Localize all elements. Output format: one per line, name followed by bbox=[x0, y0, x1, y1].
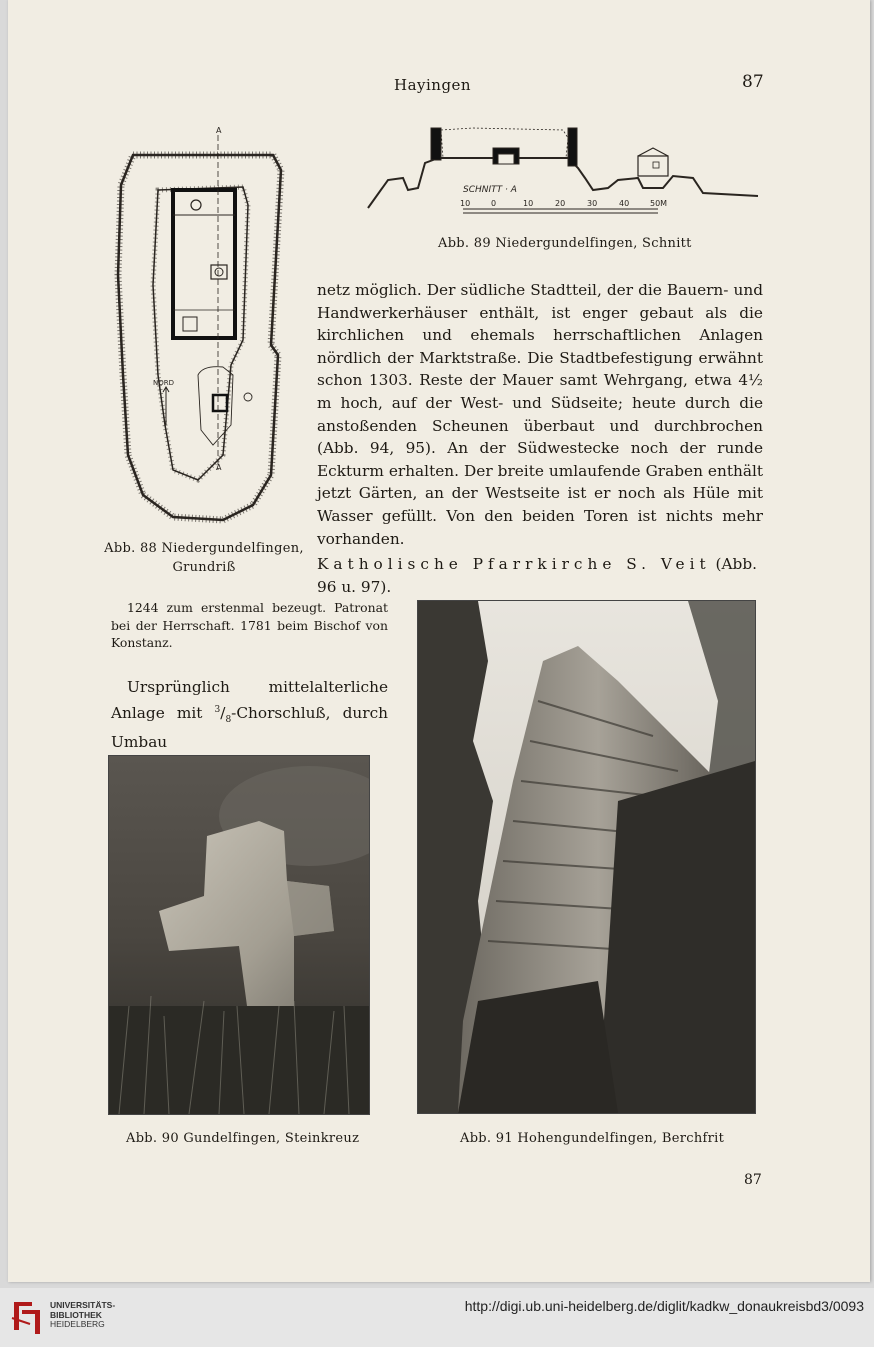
library-name bbox=[50, 1301, 115, 1330]
ground-plan-drawing bbox=[103, 125, 303, 525]
scale-label: 10 bbox=[523, 199, 534, 208]
tower-ruin-photo bbox=[417, 600, 756, 1114]
scale-label: 50M bbox=[650, 199, 668, 208]
fraction-numerator: 3 bbox=[214, 704, 221, 715]
section-mark-a: A bbox=[216, 126, 222, 135]
fraction-denominator: 8 bbox=[225, 714, 232, 725]
section-mark-a-lower: A bbox=[216, 463, 222, 472]
church-heading-ref: (Abb. 96 u. 97). bbox=[317, 555, 757, 596]
section-drawing bbox=[363, 118, 768, 230]
running-head: Hayingen bbox=[394, 76, 472, 94]
logo-line3: HEIDELBERG bbox=[50, 1319, 105, 1329]
north-label: NORD bbox=[153, 379, 174, 387]
scale-label: 30 bbox=[587, 199, 598, 208]
fig90-caption: Abb. 90 Gundelfingen, Steinkreuz bbox=[126, 1131, 360, 1146]
fig89-caption: Abb. 89 Niedergundelfingen, Schnitt bbox=[438, 236, 692, 251]
fig91-caption: Abb. 91 Hohengundelfingen, Berchfrit bbox=[460, 1131, 725, 1146]
fig88-caption-line1: Abb. 88 Niedergundelfingen, bbox=[104, 541, 304, 556]
section-label: SCHNITT · A bbox=[463, 185, 517, 195]
small-print-note bbox=[111, 599, 388, 652]
page-number-bottom: 87 bbox=[744, 1172, 762, 1188]
fig88-caption bbox=[104, 539, 304, 577]
scanned-page bbox=[8, 0, 870, 1282]
source-url-link[interactable]: http://digi.ub.uni-heidelberg.de/diglit/kadkw_donaukreisbd3/0093 bbox=[464, 1298, 864, 1314]
left-text-post: -Chorschluß, durch Umbau bbox=[111, 703, 389, 752]
scale-label: 0 bbox=[491, 199, 497, 208]
left-paragraph: Ursprünglich mittelalterliche Anlage mit $^3/_8$-Chorschluß, durch Umbau bbox=[111, 678, 389, 752]
logo-line1: UNIVERSITÄTS- bbox=[50, 1300, 116, 1310]
scale-label: 40 bbox=[619, 199, 630, 208]
page-number-top: 87 bbox=[742, 72, 764, 92]
library-footer bbox=[0, 1288, 874, 1347]
left-text-pre: Ursprünglich mittelalterliche Anlage mit bbox=[111, 678, 388, 722]
church-heading-title: Katholische Pfarrkirche S. Veit bbox=[317, 555, 711, 573]
church-heading bbox=[317, 553, 763, 598]
main-paragraph bbox=[317, 279, 763, 550]
scale-label: 10 bbox=[460, 199, 471, 208]
stone-cross-photo bbox=[108, 755, 370, 1115]
fig88-caption-line2: Grundriß bbox=[172, 560, 236, 575]
scale-label: 20 bbox=[555, 199, 566, 208]
small-print-text: 1244 zum erstenmal bezeugt. Patronat bei der Herrschaft. 1781 beim Bischof von Konstanz. bbox=[111, 600, 388, 650]
main-paragraph-text: netz möglich. Der südliche Stadtteil, der die Bauern- und Handwerkerhäuser enthält, ist enger gebaut als die kirchlichen und ehemals herrschaftlichen Anlagen nördlich der Marktstraße. Die Stadtbefestigung erwähnt schon 1303. Reste der Mauer samt Wehrgang, etwa 4½ m hoch, auf der West- und Südseite; heute durch die anstoßenden Scheunen überbaut und durchbrochen (Abb. 94, 95). An der Südwestecke noch der runde Eckturm erhalten. Der breite umlaufende Graben enthält jetzt Gärten, an der Westseite ist er noch als Hüle mit Wasser gefüllt. Von den beiden Toren ist nichts mehr vorhanden. bbox=[317, 281, 763, 548]
logo-line2: BIBLIOTHEK bbox=[50, 1309, 102, 1320]
ub-heidelberg-logo-icon[interactable] bbox=[10, 1296, 44, 1336]
